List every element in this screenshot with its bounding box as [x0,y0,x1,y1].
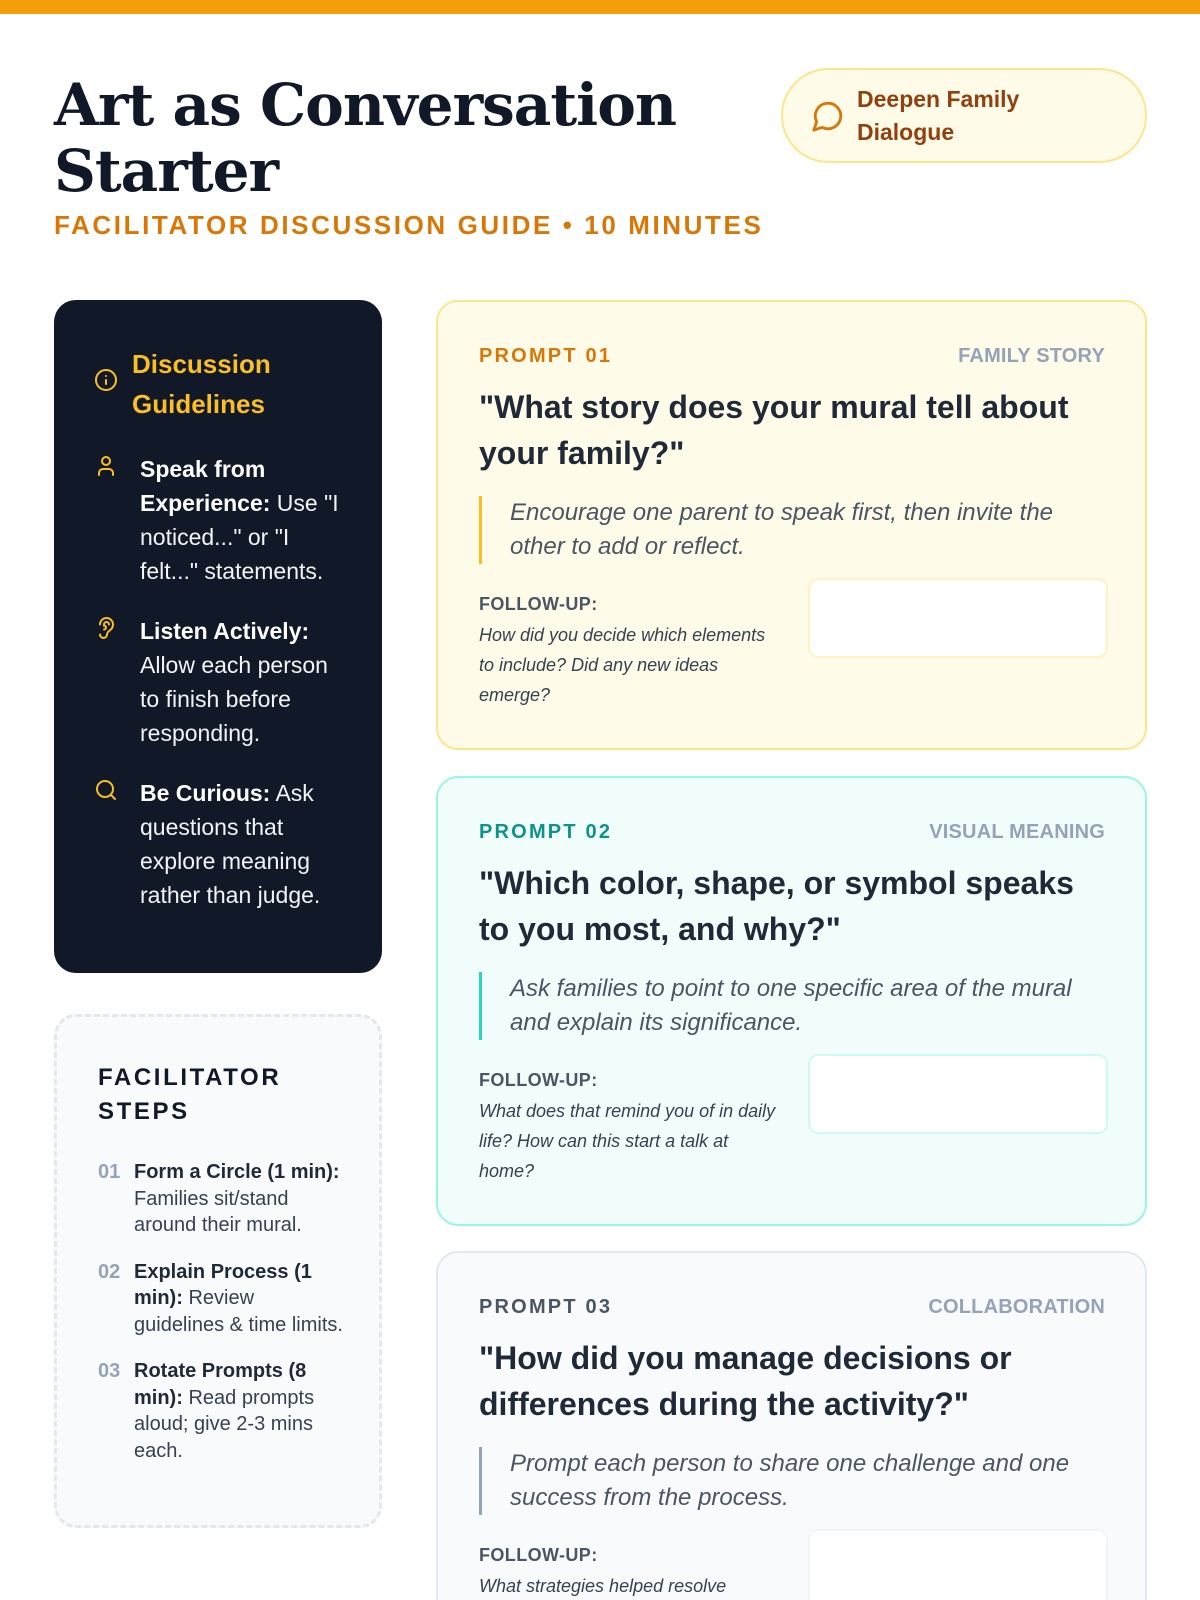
prompt-question: "How did you manage decisions or differences during the activity?" [479,1340,1012,1422]
guidelines-header [94,344,352,424]
prompt-number: PROMPT 02 [479,820,613,843]
prompt-facilitator-note: Encourage one parent to speak first, then invite the other to add or reflect. [479,496,1089,564]
page-title: Art as Conversation Starter [54,71,677,205]
facilitator-steps-panel [54,1014,382,1528]
followup-text: What strategies helped resolve [479,1576,727,1596]
goal-pill-label: Deepen Family Dialogue [857,85,1020,145]
step-desc: Families sit/stand around their mural. [134,1187,302,1236]
discussion-guidelines-panel [54,300,382,973]
goal-pill [781,68,1147,163]
person-icon [94,454,118,478]
guideline-bold: Speak from Experience: [140,456,271,516]
followup-label: FOLLOW-UP: [479,1070,598,1090]
guideline-text [140,452,350,588]
guideline-desc: Use "I noticed..." or "I felt..." statements. [140,490,339,584]
ear-icon [94,616,118,640]
followup-text: What does that remind you of in daily life? How can this start a talk at home? [479,1101,776,1181]
followup-section [479,1543,1105,1600]
guideline-text [140,776,350,912]
step-desc: Read prompts aloud; give 2-3 mins each. [134,1386,315,1462]
step-text [134,1259,344,1339]
followup-label: FOLLOW-UP: [479,1545,598,1565]
followup-text: How did you decide which elements to include? Did any new ideas emerge? [479,625,766,705]
search-icon [94,778,118,802]
step-number: 03 [98,1360,121,1382]
step-item [98,1259,349,1339]
guideline-desc: Allow each person to finish before responding. [140,652,328,746]
step-text [134,1159,344,1239]
followup-label: FOLLOW-UP: [479,594,598,614]
notes-box[interactable] [808,1054,1108,1134]
prompt-card-02 [436,776,1147,1226]
prompt-number: PROMPT 03 [479,1295,613,1318]
step-number: 02 [98,1260,121,1283]
steps-title: FACILITATOR STEPS [98,1064,282,1125]
guideline-bold: Listen Actively: [140,618,310,644]
step-text [134,1358,344,1464]
info-icon [94,368,118,392]
page-subtitle: FACILITATOR DISCUSSION GUIDE • 10 MINUTES [54,210,764,240]
prompt-category: FAMILY STORY [958,344,1105,367]
guideline-item [94,452,352,588]
followup-section [479,1068,1105,1188]
prompt-category: COLLABORATION [928,1295,1105,1318]
step-bold: Explain Process (1 min): [134,1260,312,1309]
prompt-facilitator-note: Ask families to point to one specific area of the mural and explain its significance. [479,972,1089,1040]
prompt-question: "Which color, shape, or symbol speaks to you most, and why?" [479,865,1074,947]
prompt-question: "What story does your mural tell about your family?" [479,389,1069,471]
prompt-category: VISUAL MEANING [929,820,1105,843]
prompt-facilitator-note: Prompt each person to share one challenge and one success from the process. [479,1447,1089,1515]
notes-box[interactable] [808,578,1108,658]
guidelines-title: Discussion Guidelines [132,349,271,419]
prompt-number: PROMPT 01 [479,344,613,367]
notes-box[interactable] [808,1529,1108,1600]
guideline-item [94,614,352,750]
step-number: 01 [98,1161,121,1183]
followup-section [479,592,1105,712]
step-item [98,1358,349,1464]
prompt-card-03 [436,1251,1147,1600]
step-desc: Review guidelines & time limits. [134,1287,343,1336]
chat-bubble-icon [811,99,845,133]
guideline-item [94,776,352,912]
step-bold: Form a Circle (1 min): [134,1161,340,1183]
step-item [98,1159,349,1239]
guideline-bold: Be Curious: [140,780,271,806]
prompt-card-01 [436,300,1147,750]
guideline-desc: Ask questions that explore meaning rather than judge. [140,780,321,908]
guideline-text [140,614,350,750]
top-accent-bar [0,0,1200,14]
step-bold: Rotate Prompts (8 min): [134,1360,307,1409]
